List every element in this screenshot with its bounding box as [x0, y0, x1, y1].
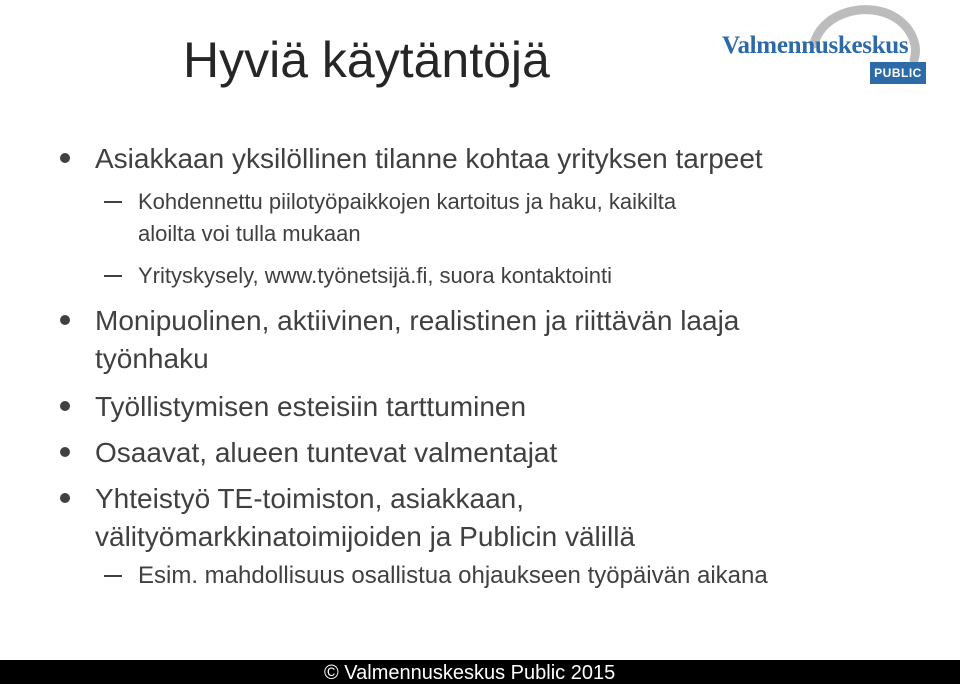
bullet-item [60, 434, 940, 472]
bullet-dot-icon [60, 315, 70, 325]
sub-bullet-text: Yrityskysely, www.työnetsijä.fi, suora kontaktointi [138, 263, 612, 288]
bullet-dot-icon [60, 493, 70, 503]
bullet-text: Asiakkaan yksilöllinen tilanne kohtaa yrityksen tarpeet [95, 143, 763, 174]
bullet-dot-icon [60, 153, 70, 163]
bullet-dot-icon [60, 447, 70, 457]
footer-copyright: © Valmennuskeskus Public 2015 [324, 662, 616, 684]
sub-bullet-item [60, 260, 940, 292]
logo [718, 4, 938, 90]
bullet-item [60, 302, 940, 340]
bullet-item [60, 388, 940, 426]
sub-bullet-item [60, 560, 940, 592]
bullet-continuation [60, 518, 940, 556]
slide-title: Hyviä käytäntöjä [183, 32, 550, 88]
bullet-continuation [60, 340, 940, 378]
bullet-list [60, 140, 940, 592]
bullet-item [60, 480, 940, 518]
bullet-dot-icon [60, 401, 70, 411]
bullet-text: työnhaku [95, 343, 209, 374]
sub-bullet-continuation [60, 218, 940, 250]
sub-bullet-text: Kohdennettu piilotyöpaikkojen kartoitus ja haku, kaikilta [138, 189, 677, 214]
logo-badge: PUBLIC [870, 62, 926, 84]
bullet-text: Yhteistyö TE-toimiston, asiakkaan, [95, 483, 525, 514]
bullet-text: välityömarkkinatoimijoiden ja Publicin välillä [95, 521, 636, 552]
dash-icon [104, 575, 122, 577]
footer-bar [0, 660, 960, 684]
sub-bullet-text: aloilta voi tulla mukaan [138, 221, 361, 246]
sub-bullet-text: Esim. mahdollisuus osallistua ohjaukseen työpäivän aikana [138, 562, 768, 589]
bullet-item [60, 140, 940, 178]
bullet-text: Monipuolinen, aktiivinen, realistinen ja riittävän laaja [95, 305, 740, 336]
bullet-text: Työllistymisen esteisiin tarttuminen [95, 391, 527, 422]
bullet-text: Osaavat, alueen tuntevat valmentajat [95, 437, 558, 468]
logo-wordmark: Valmennuskeskus [722, 32, 909, 59]
dash-icon [104, 275, 122, 277]
sub-bullet-item [60, 186, 940, 218]
dash-icon [104, 201, 122, 203]
